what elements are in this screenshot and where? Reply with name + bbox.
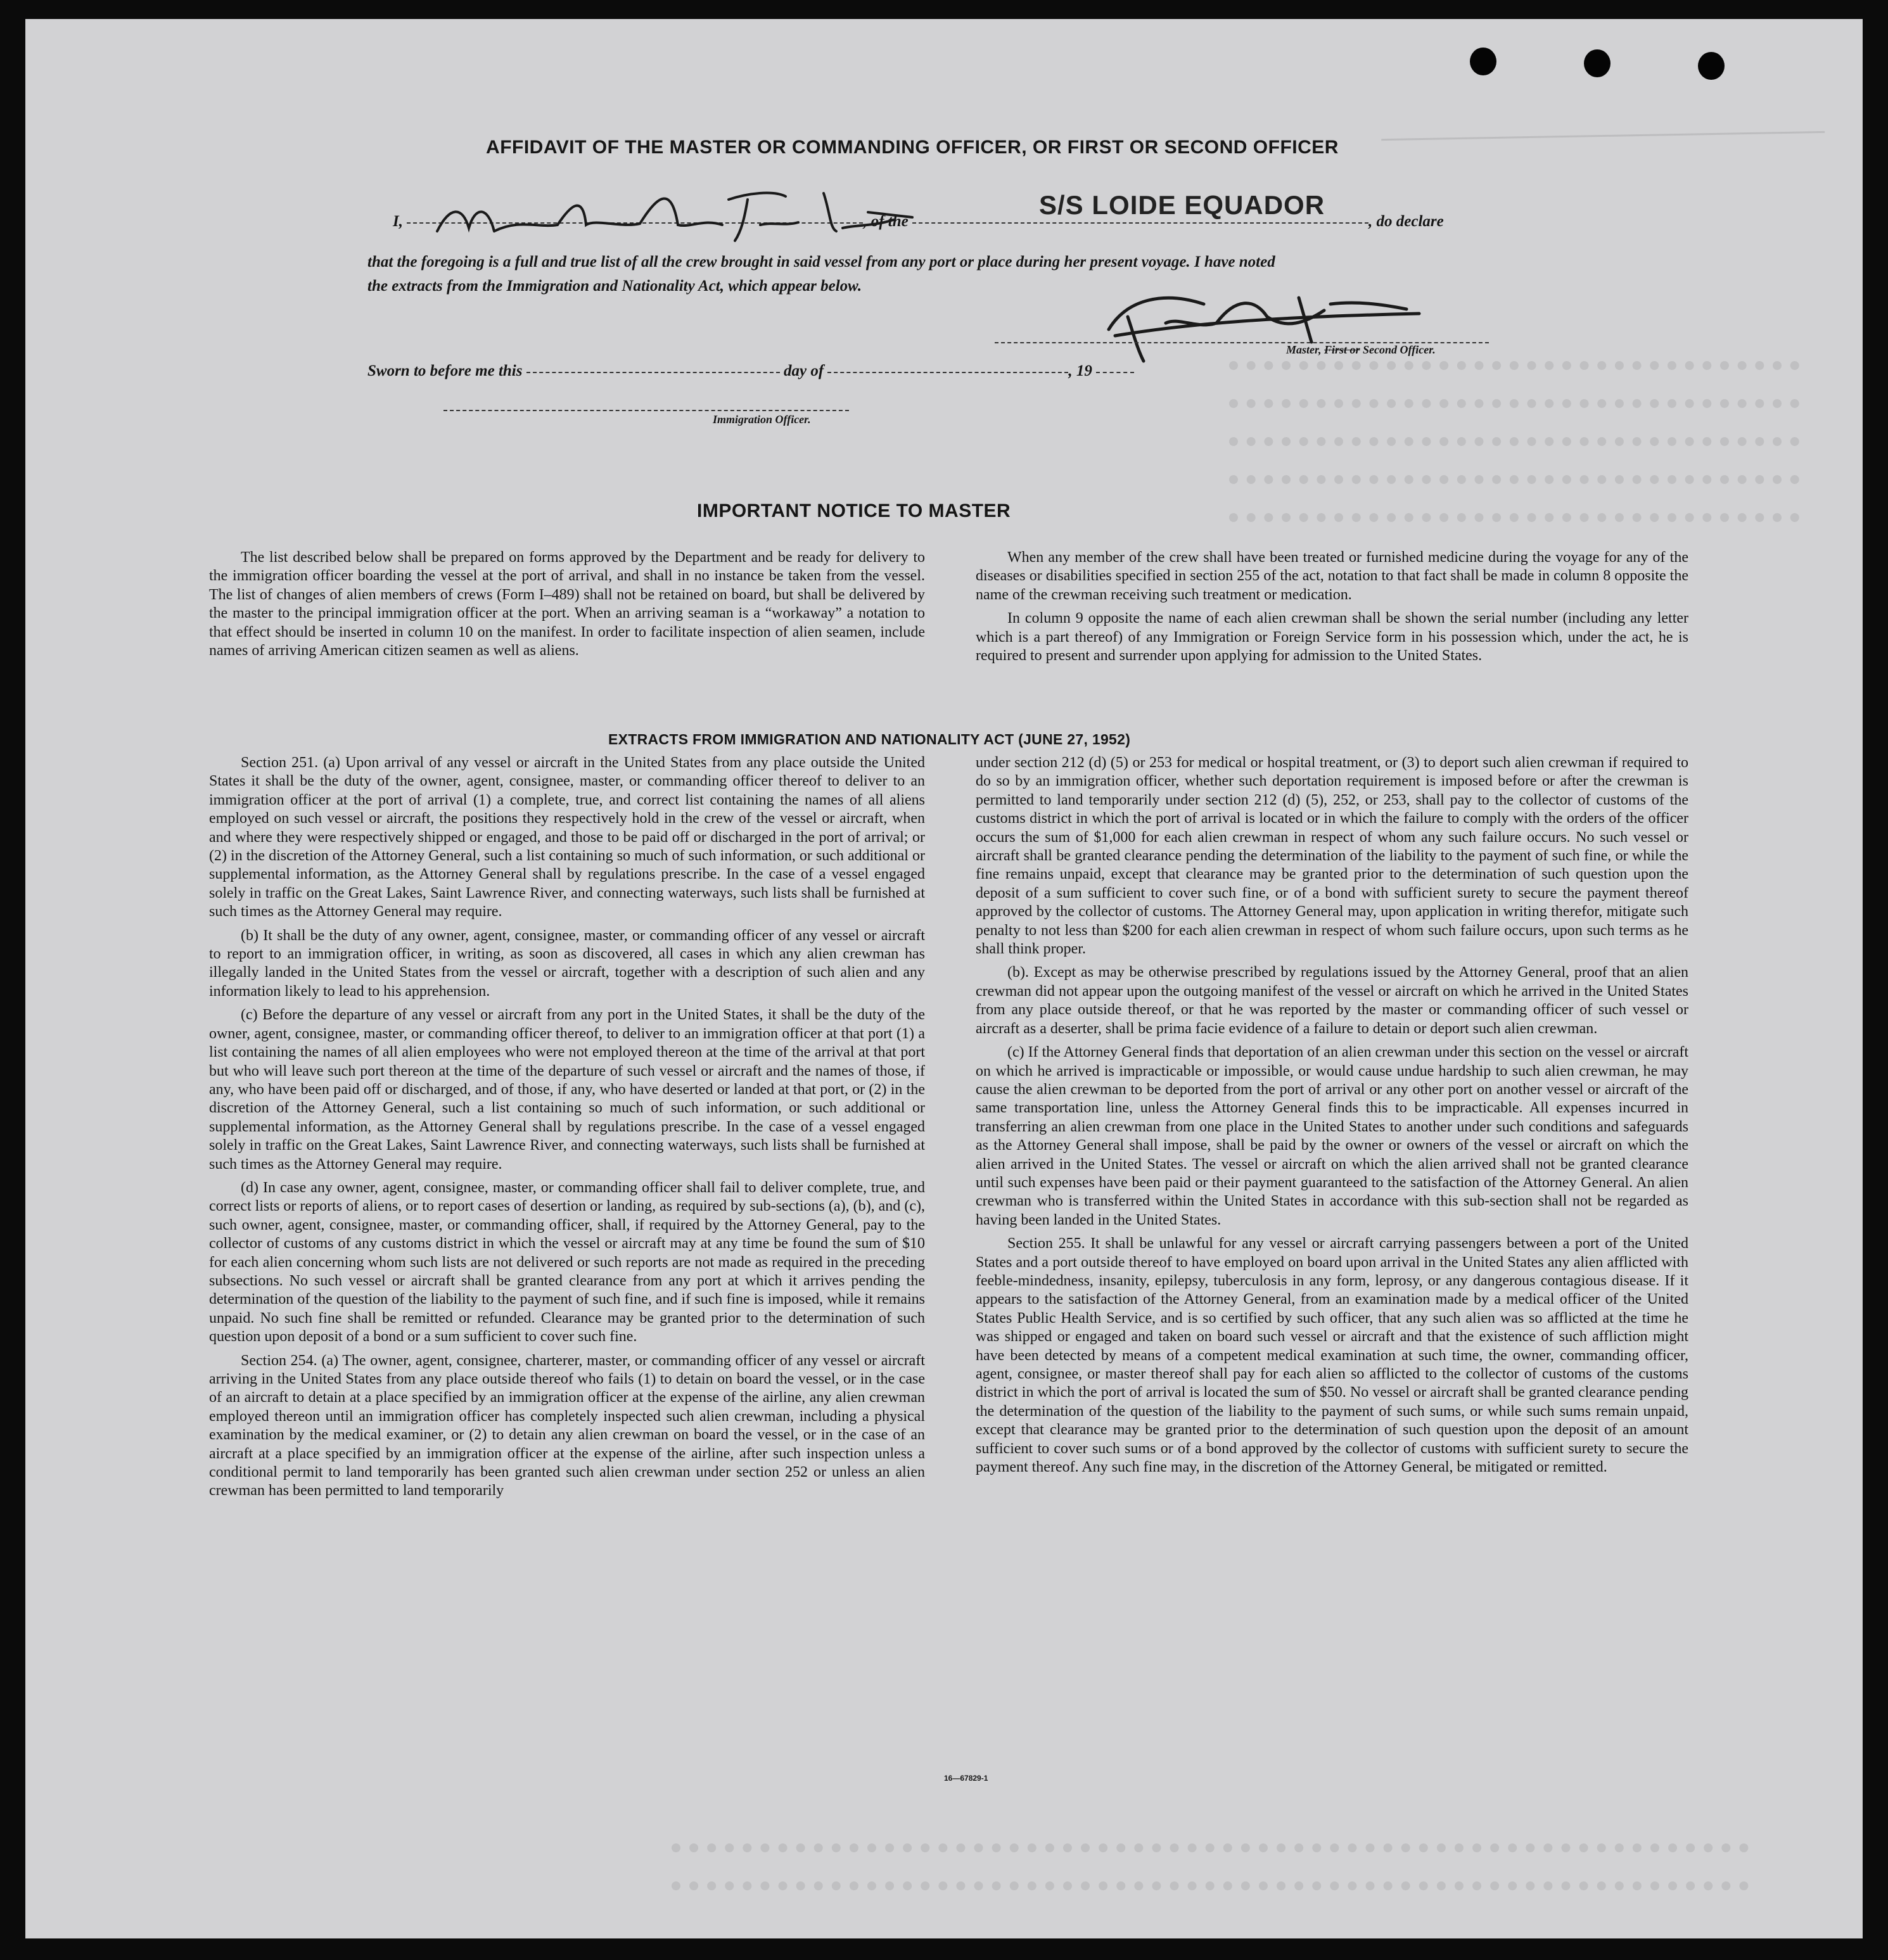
sworn-line [367,362,1134,380]
section-251c: (c) Before the departure of any vessel or aircraft from any port in the United States, it shall be the duty of the owner, agent, consignee, master, or commanding officer thereof, to deliver to an immigration officer at that port (1) a list containing the names of all alien employees who were not employed thereon at the time of the arrival at that port but who will leave such port thereon at the time of the departure of such vessel or aircraft and the names of those, if any, who have been paid off or discharged, and of those, if any, who have deserted or landed at that port, or (2) in the discretion of the Attorney General, such a list containing so much of such information, or such additional or supplemental information, as the Attorney General shall by regulations prescribe. In the case of a vessel engaged solely in traffic on the Great Lakes, Saint Lawrence River, and connecting waterways, such lists shall be furnished at such times as the Attorney General may require. [209,1007,925,1173]
day-of-label: day of [783,362,824,379]
immigration-officer-caption: Immigration Officer. [713,413,811,426]
extracts-title: EXTRACTS FROM IMMIGRATION AND NATIONALITY ACT (JUNE 27, 1952) [608,731,1131,748]
punch-hole [1698,52,1725,80]
section-255: Section 255. It shall be unlawful for any vessel or aircraft carrying passengers between a port of the United States and a port outside thereof to have employed on board upon arrival in the United States any alien afflicted with feeble-mindedness, insanity, epilepsy, tuberculosis in any form, leprosy, or any dangerous contagious disease. If it appears to the satisfaction of the Attorney General, from an examination made by a medical officer of the United States Public Health Service, and is so certified by such officer, that any such alien was so afflicted at the time he was shipped or engaged and taken on board such vessel or aircraft and that the existence of such affliction might have been detected by means of a competent medical examination at such time, the owner, commanding officer, agent, consignee, or master thereof shall pay for each alien so afflicted to the collector of customs of the customs district in which the port of arrival is located the sum of $50. No vessel or aircraft shall be granted clearance pending the determination of the question of the liability to the payment of such sums, or while such sums remain unpaid, except that clearance may be granted prior to the determination of such question upon the deposit of an amount sufficient to cover such sums or of a bond approved by the collector of customs with sufficient surety to secure the payment thereof. Any such fine may, in the discretion of the Attorney General, be mitigated or remitted. [976,1235,1688,1476]
notice-right-column [976,549,1688,670]
do-declare-label: , do declare [1368,213,1444,230]
extracts-right-column [976,754,1688,1482]
of-the-label: , of the [863,213,909,230]
notice-left-column [209,549,925,665]
notice-paragraph: When any member of the crew shall have been treated or furnished medicine during the voyage for any of the diseases or disabilities specified in section 255 of the act, notation to that fact shall be made in column 8 opposite the name of the crewman receiving such treatment or medication. [976,549,1688,603]
punch-hole [1470,48,1496,75]
affidavit-line-2: that the foregoing is a full and true list of all the crew brought in said vessel from any port or place during her present voyage. I have noted [367,253,1275,270]
vessel-name: S/S LOIDE EQUADOR [1039,190,1325,220]
sworn-label: Sworn to before me this [367,362,523,379]
section-251a: Section 251. (a) Upon arrival of any vessel or aircraft in the United States from any place outside the United States it shall be the duty of the owner, agent, consignee, master, or commanding officer thereof to deliver to an immigration officer at the port of arrival (1) a complete, true, and correct list containing the names of all aliens employed on such vessel or aircraft, the positions they respectively hold in the crew of the vessel or aircraft, when and where they were respectively shipped or engaged, and those to be paid off or discharged in the port of arrival; or (2) in the discretion of the Attorney General, such a list containing so much of such information, or such additional or supplemental information, as the Attorney General shall by regulations prescribe. In the case of a vessel engaged solely in traffic on the Great Lakes, Saint Lawrence River, and connecting waterways, such lists shall be furnished at such times as the Attorney General may require. [209,754,925,920]
year-label: , 19 [1068,362,1092,379]
section-254a: Section 254. (a) The owner, agent, consignee, charterer, master, or commanding officer of any vessel or aircraft arriving in the United States from any place outside thereof who fails (1) to detain on board the vessel, or in the case of an aircraft to detain at a place specified by an immigration officer at the expense of the airline, any alien crewman employed thereon until an immigration officer has completely inspected such alien crewman, including a physical examination by the medical examiner, or (2) to detain any alien crewman on board the vessel, or in the case of an aircraft at a place specified by an immigration officer at the expense of the airline, after such inspection unless a conditional permit to land temporarily has been granted such alien crewman under section 252 or unless an alien crewman has been permitted to land temporarily [209,1352,925,1499]
notice-paragraph: In column 9 opposite the name of each alien crewman shall be shown the serial number (including any letter which is a part thereof) of any Immigration or Foreign Service form in his possession which, under the act, he is required to present and surrender upon applying for admission to the United States. [976,610,1688,665]
section-251d: (d) In case any owner, agent, consignee, master, or commanding officer shall fail to deliver complete, true, and correct lists or reports of aliens, or to report cases of desertion or landing, as required by sub-sections (a), (b), and (c), such owner, agent, consignee, master, or commanding officer, shall, if required by the Attorney General, pay to the collector of customs of any customs district in which the vessel or aircraft may at any time be found the sum of $10 for each alien concerning whom such lists are not delivered or such reports are not made as required in the preceding subsections. No such vessel or aircraft shall be granted clearance from any port at which it arrives pending the determination of the question of the liability to the payment of such fine, and if such fine is imposed, while it remains unpaid. No such fine shall be remitted or refunded. Clearance may be granted prior to the determination of such question upon deposit of a bond or a sum sufficient to cover such fine. [209,1179,925,1346]
notice-title: IMPORTANT NOTICE TO MASTER [697,500,1011,521]
section-254b: (b). Except as may be otherwise prescribed by regulations issued by the Attorney General, proof that an alien crewman did not appear upon the outgoing manifest of the vessel or aircraft on which he arrived in the United States from any place outside thereof, or that he was reported by the master or commanding officer of such vessel or aircraft as a deserter, shall be prima facie evidence of a failure to detain or deport such alien crewman. [976,964,1688,1037]
sworn-year-field [1096,372,1134,373]
sworn-day-field [526,372,780,373]
section-251b: (b) It shall be the duty of any owner, agent, consignee, master, or commanding officer of any vessel or aircraft to report to an immigration officer, in writing, as soon as discovered, all cases in which any alien crewman has illegally landed in the United States from the vessel or aircraft, together with a description of such alien and any information likely to lead to his apprehension. [209,927,925,1000]
i-label: I, [393,213,403,230]
affidavit-line-3: the extracts from the Immigration and Nationality Act, which appear below. [367,277,862,295]
master-caption: Master, First or Second Officer. [1286,343,1436,356]
section-254c: (c) If the Attorney General finds that deportation of an alien crewman under this section on the vessel or aircraft on which he arrived is impracticable or impossible, or would cause undue hardship to such alien crewman, he may cause the alien crewman to be deported from the port of arrival or any other port on another vessel or aircraft of the same transportation line, unless the Attorney General finds this to be impracticable. All expenses incurred in transferring an alien crewman from one place in the United States to another under such conditions and safeguards as the Attorney General shall impose, shall be paid by the owner or owners of the vessel or aircraft on which the alien arrived in the United States. The vessel or aircraft on which the alien arrived shall not be granted clearance until such expenses have been paid or their payment guaranteed to the satisfaction of the Attorney General. An alien crewman who is transferred within the United States in accordance with this sub-section shall not be regarded as having been landed in the United States. [976,1044,1688,1228]
vessel-name-field [912,222,1368,224]
extracts-left-column [209,754,925,1506]
section-254a-continued: under section 212 (d) (5) or 253 for medical or hospital treatment, or (3) to deport such alien crewman if required to do so by an immigration officer, whether such deportation requirement is imposed before or after the crewman is permitted to land temporarily under section 212 (d) (5), 252, or 253, shall pay to the collector of customs of the customs district in which the port of arrival is located or in which the failure to comply with the orders of the officer occurs the sum of $1,000 for each alien crewman in respect of whom any such failure occurs. No such vessel or aircraft shall be granted clearance pending the determination of the liability to the payment of such fine, or while the fine remains unpaid, except that clearance may be granted prior to the determination of such question upon the deposit of a sum sufficient to cover such fine, or of a bond with sufficient surety to secure the payment thereof approved by the collector of customs. The Attorney General may, upon application in writing therefor, mitigate such penalty to not less than $200 for each alien crewman in respect of whom such failure occurs, upon such terms as he shall think proper. [976,754,1688,958]
master-handwritten-name [431,181,925,250]
form-code: 16—67829-1 [944,1774,988,1783]
document-page [25,19,1863,1938]
punch-hole [1584,49,1611,77]
affidavit-title: AFFIDAVIT OF THE MASTER OR COMMANDING OFFICER, OR FIRST OR SECOND OFFICER [486,137,1339,158]
notice-paragraph: The list described below shall be prepared on forms approved by the Department and be ready for delivery to the immigration officer boarding the vessel at the port of arrival, and shall in no instance be taken from the vessel. The list of changes of alien members of crews (Form I–489) shall not be retained on board, but shall be delivered by the master to the principal immigration officer at the port. When an arriving seaman is a “workaway” a notation to that effect should be inserted in column 10 on the manifest. In order to facilitate inspection of alien seamen, include names of arriving American citizen seamen as well as aliens. [209,549,925,659]
sworn-month-field [827,372,1068,373]
